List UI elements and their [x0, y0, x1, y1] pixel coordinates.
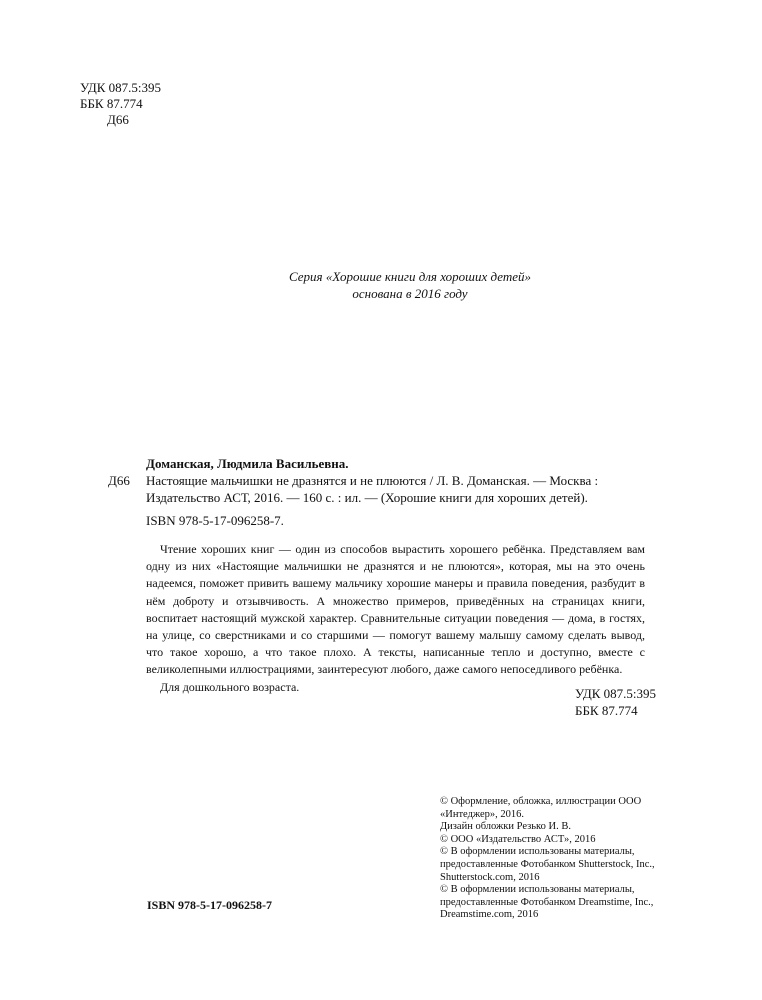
series-title: Серия «Хорошие книги для хороших детей» [289, 269, 531, 284]
annotation-text: Чтение хороших книг — один из способов вырастить хорошего ребёнка. Представляем вам одну из них «Настоящие мальчишки не дразнятся и не плюются», которая, мы на это очень надеемся, поможет привить вашему мальчику хорошие манеры и правила поведения, разбудит в нём доброту и отзывчивость. А множество примеров, приведённых на страницах книги, воспитает настоящий мужской характер. Сравнительные ситуации поведения — дома, в гостях, на улице, со сверстниками и со старшими — помогут вашему малышу самому сделать вывод, что такое хорошо, а что такое плохо. А тексты, написанные тепло и доступно, вместе с великолепными иллюстрациями, заинтересуют любого, даже самого непоседливого ребёнка. [146, 542, 645, 677]
copyright-line: © Оформление, обложка, иллюстрации ООО «Интеджер», 2016. [440, 796, 642, 820]
isbn-line: ISBN 978-5-17-096258-7. [146, 513, 284, 528]
age-note: Для дошкольного возраста. [160, 679, 300, 694]
top-classification-codes [80, 80, 161, 128]
bibliographic-record [108, 455, 656, 696]
copyright-line: Дизайн обложки Резько И. В. [440, 821, 571, 833]
series-note [200, 268, 620, 302]
copyright-block [440, 796, 670, 922]
bottom-bbk-code: ББК 87.774 [575, 703, 638, 718]
author-sign-code: Д66 [108, 473, 130, 488]
copyright-line: © В оформлении использованы материалы, предоставленные Фотобанком Dreamstime, Inc., Dreamstime.com, 2016 [440, 884, 654, 921]
author-heading: Доманская, Людмила Васильевна. [146, 456, 349, 471]
isbn-bottom: ISBN 978-5-17-096258-7 [147, 898, 272, 912]
author-sign: Д66 [107, 112, 129, 127]
annotation [146, 541, 645, 679]
bbk-code: ББК 87.774 [80, 96, 143, 111]
bottom-classification-codes [575, 685, 656, 719]
main-entry [108, 472, 656, 506]
copyright-line: © ООО «Издательство АСТ», 2016 [440, 833, 596, 845]
udk-code: УДК 087.5:395 [80, 80, 162, 95]
bottom-udk-code: УДК 087.5:395 [575, 686, 657, 701]
main-entry-text: Настоящие мальчишки не дразнятся и не плюются / Л. В. Доманская. — Москва : Издательство АСТ, 2016. — 160 с. : ил. — (Хорошие книги для хороших детей). [146, 473, 599, 505]
series-founded: основана в 2016 году [352, 286, 468, 301]
copyright-line: © В оформлении использованы материалы, предоставленные Фотобанком Shutterstock, Inc., Shutterstock.com, 2016 [440, 846, 655, 883]
